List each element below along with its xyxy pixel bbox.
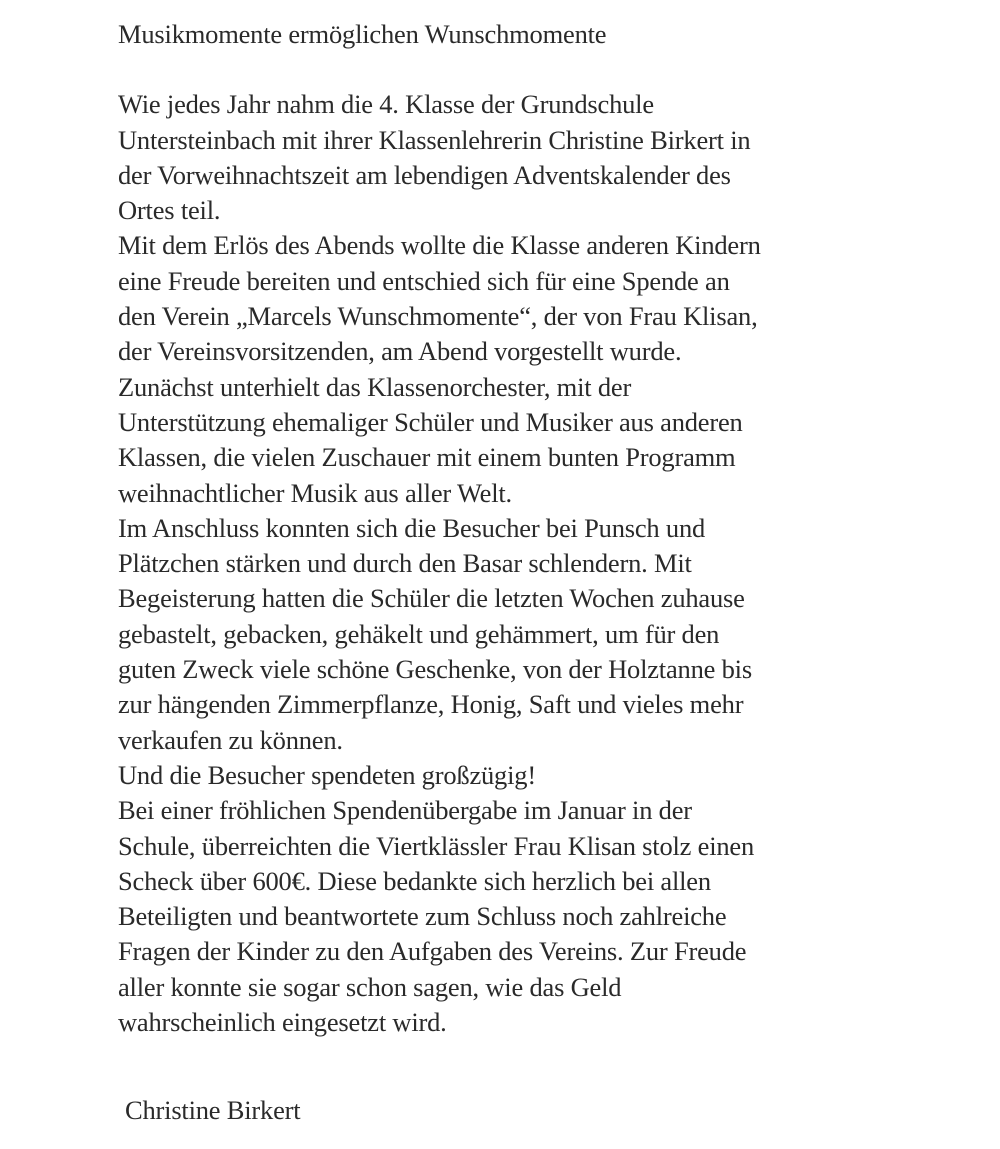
- text-line: Schule, überreichten die Viertklässler Frau Klisan stolz einen: [118, 830, 755, 861]
- text-line: guten Zweck viele schöne Geschenke, von der Holztanne bis: [118, 654, 752, 685]
- author-signature: Christine Birkert: [125, 1095, 301, 1125]
- text-line: Im Anschluss konnten sich die Besucher bei Punsch und: [118, 512, 706, 543]
- text-line: Untersteinbach mit ihrer Klassenlehrerin Christine Birkert in: [118, 124, 751, 155]
- text-line: zur hängenden Zimmerpflanze, Honig, Saft und vieles mehr: [118, 689, 744, 720]
- text-line: Beteiligten und beantwortete zum Schluss noch zahlreiche: [118, 901, 727, 932]
- text-line: Begeisterung hatten die Schüler die letzten Wochen zuhause: [118, 583, 745, 614]
- text-line: Scheck über 600€. Diese bedankte sich herzlich bei allen: [118, 865, 711, 896]
- text-line: den Verein „Marcels Wunschmomente“, der von Frau Klisan,: [118, 301, 758, 332]
- text-line: der Vereinsvorsitzenden, am Abend vorgestellt wurde.: [118, 336, 682, 367]
- article-text: [118, 87, 978, 1040]
- document-title: Musikmomente ermöglichen Wunschmomente: [118, 19, 607, 49]
- text-line: Mit dem Erlös des Abends wollte die Klasse anderen Kindern: [118, 230, 761, 261]
- text-line: verkaufen zu können.: [118, 724, 343, 755]
- text-line: der Vorweihnachtszeit am lebendigen Adventskalender des: [118, 159, 731, 190]
- document-body: [118, 17, 978, 1040]
- text-line: Ortes teil.: [118, 195, 221, 226]
- text-line: gebastelt, gebacken, gehäkelt und gehämmert, um für den: [118, 618, 720, 649]
- text-line: Fragen der Kinder zu den Aufgaben des Vereins. Zur Freude: [118, 936, 747, 967]
- text-line: eine Freude bereiten und entschied sich für eine Spende an: [118, 265, 730, 296]
- text-line: aller konnte sie sogar schon sagen, wie das Geld: [118, 971, 622, 1002]
- text-line: Plätzchen stärken und durch den Basar schlendern. Mit: [118, 548, 692, 579]
- text-line: Klassen, die vielen Zuschauer mit einem bunten Programm: [118, 442, 736, 473]
- text-line: wahrscheinlich eingesetzt wird.: [118, 1007, 447, 1038]
- text-line: Wie jedes Jahr nahm die 4. Klasse der Grundschule: [118, 89, 654, 120]
- text-line: Zunächst unterhielt das Klassenorchester, mit der: [118, 371, 632, 402]
- text-line: Unterstützung ehemaliger Schüler und Musiker aus anderen: [118, 406, 743, 437]
- text-line: Und die Besucher spendeten großzügig!: [118, 759, 536, 790]
- text-line: Bei einer fröhlichen Spendenübergabe im Januar in der: [118, 795, 692, 826]
- text-line: weihnachtlicher Musik aus aller Welt.: [118, 477, 512, 508]
